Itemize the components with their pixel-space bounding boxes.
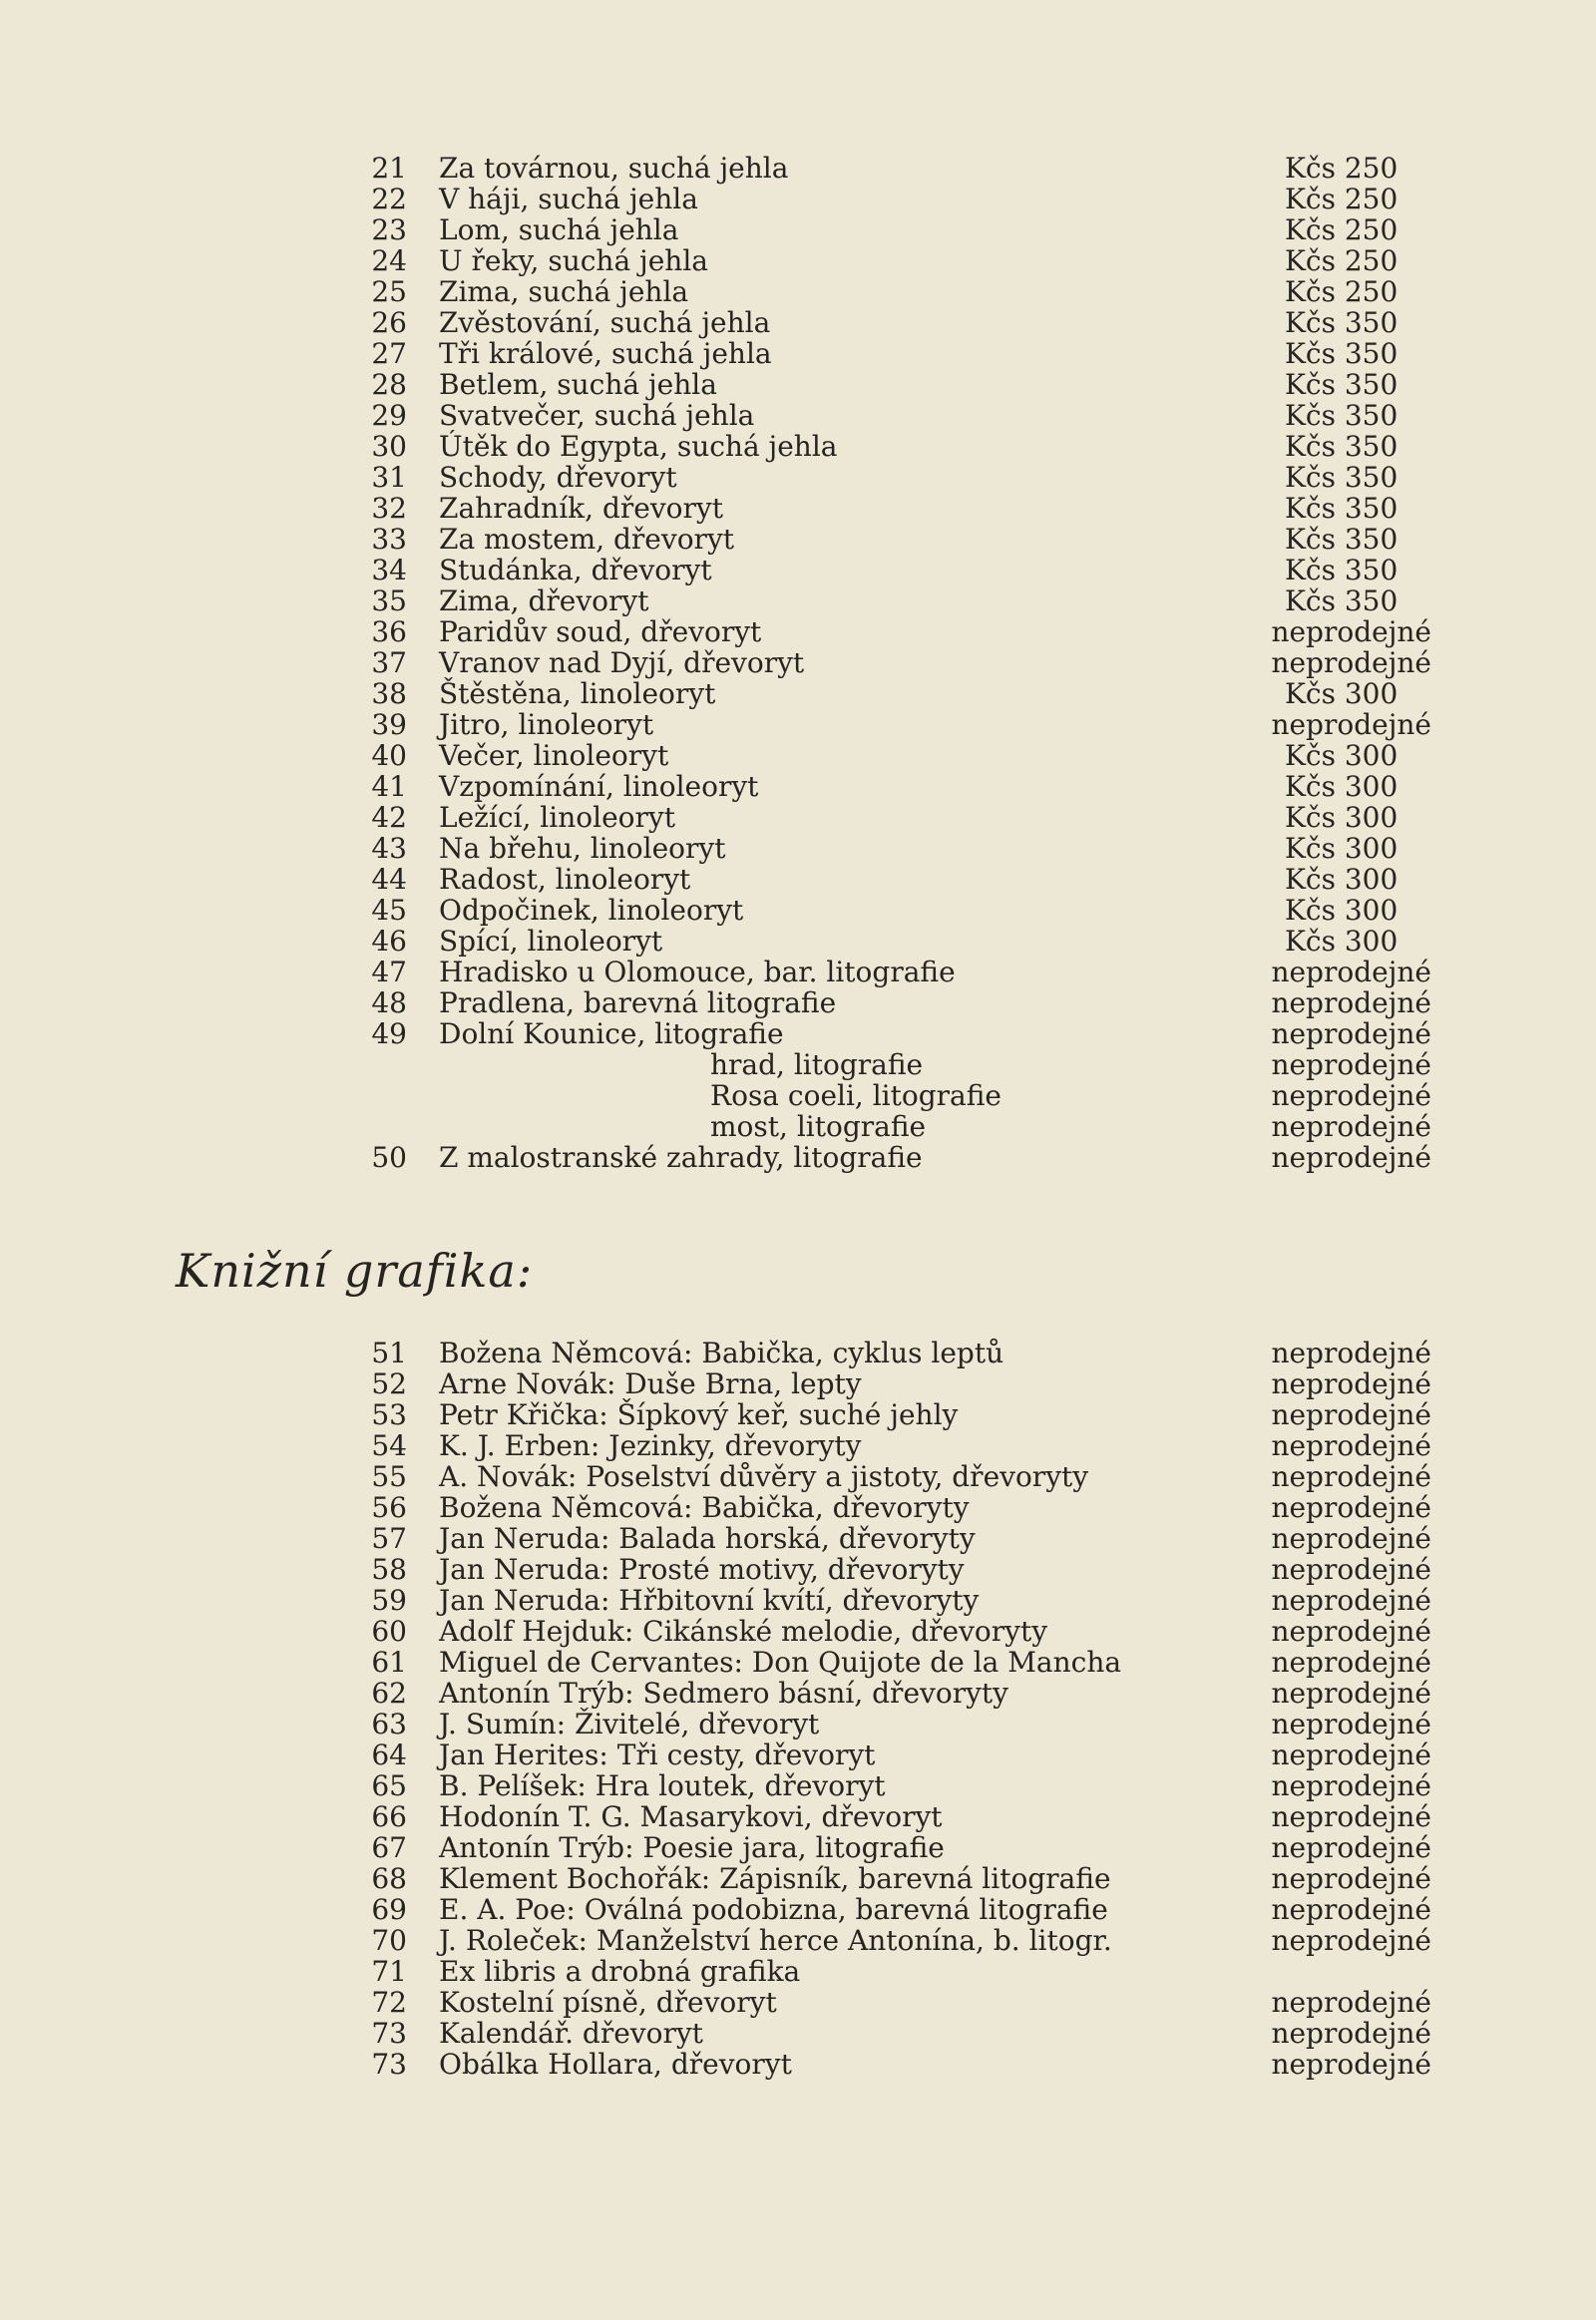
entry-title: Arne Novák: Duše Brna, lepty	[439, 1367, 862, 1400]
entry-price: neprodejné	[1271, 1491, 1431, 1524]
catalog-entry	[0, 771, 1596, 802]
entry-title: Jan Herites: Tři cesty, dřevoryt	[439, 1739, 876, 1771]
entry-number: 65	[371, 1769, 407, 1802]
entry-number: 30	[371, 430, 407, 463]
entry-title: Štěstěna, linoleoryt	[439, 677, 716, 710]
entry-title: Kalendář. dřevoryt	[439, 2017, 703, 2050]
entry-number: 26	[371, 306, 407, 339]
entry-price: neprodejné	[1271, 1398, 1431, 1431]
catalog-entry	[0, 740, 1596, 771]
entry-number: 47	[371, 956, 407, 988]
catalog-entry	[0, 1523, 1596, 1554]
catalog-entry	[0, 1049, 1596, 1080]
catalog-entry	[0, 1925, 1596, 1956]
entry-title: Útěk do Egypta, suchá jehla	[439, 430, 838, 463]
catalog-entry	[0, 1585, 1596, 1616]
entry-price: neprodejné	[1271, 1893, 1431, 1926]
entry-price: neprodejné	[1271, 615, 1431, 648]
entry-title: Hradisko u Olomouce, bar. litografie	[439, 956, 956, 988]
entry-price: neprodejné	[1271, 2048, 1431, 2081]
entry-title: Tři králové, suchá jehla	[439, 337, 772, 370]
entry-price: neprodejné	[1271, 1646, 1431, 1679]
entry-price: neprodejné	[1271, 1367, 1431, 1400]
catalog-entry	[0, 1709, 1596, 1740]
entry-price: neprodejné	[1271, 1048, 1431, 1081]
entry-price: neprodejné	[1271, 956, 1431, 988]
entry-title: Zima, suchá jehla	[439, 275, 689, 308]
catalog-entry	[0, 307, 1596, 338]
catalog-entry	[0, 864, 1596, 895]
entry-title: hrad, litografie	[710, 1048, 924, 1081]
entry-number: 63	[371, 1708, 407, 1740]
entry-title: Za továrnou, suchá jehla	[439, 152, 789, 185]
entry-price: Kčs 350	[1285, 399, 1398, 432]
catalog-entry	[0, 1554, 1596, 1585]
catalog-entry	[0, 1461, 1596, 1492]
entry-title: K. J. Erben: Jezinky, dřevoryty	[439, 1429, 862, 1462]
entry-title: Obálka Hollara, dřevoryt	[439, 2048, 792, 2081]
entry-title: Božena Němcová: Babička, dřevoryty	[439, 1491, 970, 1524]
entry-title: B. Pelíšek: Hra loutek, dřevoryt	[439, 1769, 886, 1802]
entry-price: Kčs 350	[1285, 523, 1398, 556]
entry-number: 28	[371, 368, 407, 401]
entry-number: 44	[371, 863, 407, 896]
entry-title: Svatvečer, suchá jehla	[439, 399, 755, 432]
entry-price: Kčs 300	[1285, 894, 1398, 927]
catalog-entry	[0, 1956, 1596, 1987]
entry-number: 42	[371, 801, 407, 834]
catalog-entry	[0, 400, 1596, 431]
entry-price: Kčs 300	[1285, 677, 1398, 710]
entry-title: Ležící, linoleoryt	[439, 801, 675, 834]
entry-number: 54	[371, 1429, 407, 1462]
entry-title: Vranov nad Dyjí, dřevoryt	[439, 646, 805, 679]
entry-title: Betlem, suchá jehla	[439, 368, 717, 401]
catalog-entry	[0, 1111, 1596, 1142]
entry-number: 57	[371, 1522, 407, 1555]
entry-number: 69	[371, 1893, 407, 1926]
entry-price: Kčs 300	[1285, 801, 1398, 834]
entry-number: 49	[371, 1017, 407, 1050]
entry-number: 66	[371, 1800, 407, 1833]
entry-number: 37	[371, 646, 407, 679]
entry-number: 64	[371, 1739, 407, 1771]
catalog-entry	[0, 1142, 1596, 1173]
entry-title: Miguel de Cervantes: Don Quijote de la Mancha	[439, 1646, 1122, 1679]
entry-number: 51	[371, 1337, 407, 1369]
entry-title: A. Novák: Poselství důvěry a jistoty, dřevoryty	[439, 1460, 1089, 1493]
entry-number: 34	[371, 554, 407, 586]
entry-price: neprodejné	[1271, 1522, 1431, 1555]
entry-number: 25	[371, 275, 407, 308]
entry-title: Odpočinek, linoleoryt	[439, 894, 744, 927]
entry-price: Kčs 300	[1285, 739, 1398, 772]
entry-number: 24	[371, 244, 407, 277]
entry-title: Antonín Trýb: Sedmero básní, dřevoryty	[439, 1677, 1008, 1710]
entry-price: Kčs 250	[1285, 213, 1398, 246]
entry-number: 31	[371, 461, 407, 494]
entry-title: J. Sumín: Živitelé, dřevoryt	[439, 1708, 820, 1740]
entry-title: Klement Bochořák: Zápisník, barevná litografie	[439, 1862, 1111, 1895]
catalog-entry	[0, 1832, 1596, 1863]
entry-price: neprodejné	[1271, 1708, 1431, 1740]
entry-number: 33	[371, 523, 407, 556]
section-heading: Knižní grafika:	[176, 1244, 534, 1298]
entry-title: Petr Křička: Šípkový keř, suché jehly	[439, 1398, 959, 1431]
catalog-entry	[0, 338, 1596, 369]
entry-title: Zima, dřevoryt	[439, 584, 649, 617]
catalog-entry	[0, 709, 1596, 740]
catalog-entry	[0, 2018, 1596, 2049]
entry-title: Rosa coeli, litografie	[710, 1079, 1001, 1112]
entry-title: Adolf Hejduk: Cikánské melodie, dřevoryty	[439, 1615, 1048, 1648]
catalog-entry	[0, 1430, 1596, 1461]
catalog-entry	[0, 1616, 1596, 1647]
entry-title: Jan Neruda: Balada horská, dřevoryty	[439, 1522, 976, 1555]
entry-title: Spící, linoleoryt	[439, 925, 663, 958]
catalog-entry	[0, 462, 1596, 493]
entry-price: Kčs 300	[1285, 832, 1398, 865]
entry-number: 59	[371, 1584, 407, 1617]
entry-price: Kčs 350	[1285, 584, 1398, 617]
entry-title: Zahradník, dřevoryt	[439, 492, 723, 525]
entry-title: Jan Neruda: Hřbitovní kvítí, dřevoryty	[439, 1584, 980, 1617]
entry-price: neprodejné	[1271, 1800, 1431, 1833]
entry-title: Radost, linoleoryt	[439, 863, 691, 896]
entry-number: 53	[371, 1398, 407, 1431]
catalog-entry	[0, 2049, 1596, 2080]
entry-title: Hodonín T. G. Masarykovi, dřevoryt	[439, 1800, 943, 1833]
catalog-entry	[0, 802, 1596, 833]
entry-title: Jan Neruda: Prosté motivy, dřevoryty	[439, 1553, 965, 1586]
catalog-entry	[0, 987, 1596, 1018]
entry-number: 46	[371, 925, 407, 958]
entry-number: 55	[371, 1460, 407, 1493]
catalog-entry	[0, 555, 1596, 585]
entry-price: Kčs 350	[1285, 554, 1398, 586]
entry-number: 56	[371, 1491, 407, 1524]
entry-number: 36	[371, 615, 407, 648]
entry-title: Zvěstování, suchá jehla	[439, 306, 771, 339]
entry-price: Kčs 300	[1285, 770, 1398, 803]
catalog-entry	[0, 245, 1596, 276]
entry-price: Kčs 250	[1285, 152, 1398, 185]
entry-number: 45	[371, 894, 407, 927]
entry-title: Studánka, dřevoryt	[439, 554, 712, 586]
catalog-entry	[0, 1368, 1596, 1399]
entry-number: 39	[371, 708, 407, 741]
entry-title: V háji, suchá jehla	[439, 183, 698, 215]
catalog-list-prints	[0, 153, 1596, 1173]
entry-price: neprodejné	[1271, 986, 1431, 1019]
entry-title: Lom, suchá jehla	[439, 213, 679, 246]
catalog-entry	[0, 369, 1596, 400]
entry-number: 22	[371, 183, 407, 215]
entry-number: 58	[371, 1553, 407, 1586]
catalog-list-book-graphics	[0, 1338, 1596, 2080]
entry-title: Jitro, linoleoryt	[439, 708, 654, 741]
entry-number: 60	[371, 1615, 407, 1648]
entry-number: 61	[371, 1646, 407, 1679]
entry-number: 23	[371, 213, 407, 246]
entry-price: neprodejné	[1271, 1769, 1431, 1802]
entry-price: neprodejné	[1271, 1615, 1431, 1648]
entry-price: Kčs 300	[1285, 925, 1398, 958]
entry-number: 40	[371, 739, 407, 772]
entry-price: neprodejné	[1271, 1110, 1431, 1143]
catalog-entry	[0, 647, 1596, 678]
entry-title: Za mostem, dřevoryt	[439, 523, 735, 556]
entry-number: 29	[371, 399, 407, 432]
entry-price: Kčs 300	[1285, 863, 1398, 896]
entry-price: Kčs 350	[1285, 430, 1398, 463]
entry-price: Kčs 250	[1285, 275, 1398, 308]
catalog-entry	[0, 1647, 1596, 1678]
entry-price: neprodejné	[1271, 1677, 1431, 1710]
catalog-entry	[0, 616, 1596, 647]
entry-number: 48	[371, 986, 407, 1019]
entry-price: Kčs 350	[1285, 461, 1398, 494]
catalog-entry	[0, 1399, 1596, 1430]
entry-price: neprodejné	[1271, 708, 1431, 741]
entry-price: neprodejné	[1271, 1831, 1431, 1864]
catalog-entry	[0, 1492, 1596, 1523]
entry-price: neprodejné	[1271, 1079, 1431, 1112]
entry-price: Kčs 350	[1285, 492, 1398, 525]
entry-price: neprodejné	[1271, 1460, 1431, 1493]
entry-title: Paridův soud, dřevoryt	[439, 615, 762, 648]
catalog-entry	[0, 833, 1596, 864]
entry-price: neprodejné	[1271, 1924, 1431, 1957]
entry-price: neprodejné	[1271, 2017, 1431, 2050]
catalog-entry	[0, 895, 1596, 926]
entry-number: 72	[371, 1986, 407, 2019]
entry-title: U řeky, suchá jehla	[439, 244, 708, 277]
entry-price: Kčs 350	[1285, 337, 1398, 370]
entry-price: neprodejné	[1271, 1429, 1431, 1462]
entry-title: Antonín Trýb: Poesie jara, litografie	[439, 1831, 945, 1864]
catalog-entry	[0, 957, 1596, 987]
catalog-entry	[0, 1863, 1596, 1894]
entry-title: E. A. Poe: Oválná podobizna, barevná litografie	[439, 1893, 1108, 1926]
entry-price: neprodejné	[1271, 1017, 1431, 1050]
catalog-entry	[0, 153, 1596, 184]
entry-price: Kčs 350	[1285, 306, 1398, 339]
entry-price: neprodejné	[1271, 1584, 1431, 1617]
entry-number: 38	[371, 677, 407, 710]
catalog-entry	[0, 1338, 1596, 1368]
entry-number: 21	[371, 152, 407, 185]
entry-number: 27	[371, 337, 407, 370]
catalog-entry	[0, 1678, 1596, 1709]
catalog-entry	[0, 1080, 1596, 1111]
catalog-entry	[0, 214, 1596, 245]
entry-title: J. Roleček: Manželství herce Antonína, b. litogr.	[439, 1924, 1112, 1957]
entry-title: most, litografie	[710, 1110, 927, 1143]
catalog-entry	[0, 493, 1596, 524]
catalog-entry	[0, 431, 1596, 462]
catalog-entry	[0, 276, 1596, 307]
entry-price: neprodejné	[1271, 646, 1431, 679]
catalog-entry	[0, 1987, 1596, 2018]
entry-number: 32	[371, 492, 407, 525]
entry-price: neprodejné	[1271, 1141, 1431, 1174]
entry-price: Kčs 350	[1285, 368, 1398, 401]
entry-title: Pradlena, barevná litografie	[439, 986, 837, 1019]
catalog-entry	[0, 1801, 1596, 1832]
entry-number: 35	[371, 584, 407, 617]
catalog-entry	[0, 1018, 1596, 1049]
entry-price: neprodejné	[1271, 1986, 1431, 2019]
catalog-entry	[0, 1770, 1596, 1801]
entry-number: 52	[371, 1367, 407, 1400]
entry-price: Kčs 250	[1285, 183, 1398, 215]
entry-title: Na břehu, linoleoryt	[439, 832, 726, 865]
entry-number: 62	[371, 1677, 407, 1710]
catalog-entry	[0, 184, 1596, 214]
entry-title: Z malostranské zahrady, litografie	[439, 1141, 923, 1174]
entry-number: 73	[371, 2017, 407, 2050]
entry-title: Večer, linoleoryt	[439, 739, 669, 772]
entry-number: 43	[371, 832, 407, 865]
entry-number: 71	[371, 1955, 407, 1988]
entry-number: 73	[371, 2048, 407, 2081]
entry-title: Vzpomínání, linoleoryt	[439, 770, 759, 803]
catalog-entry	[0, 1894, 1596, 1925]
entry-number: 50	[371, 1141, 407, 1174]
catalog-entry	[0, 585, 1596, 616]
entry-price: neprodejné	[1271, 1862, 1431, 1895]
entry-title: Kostelní písně, dřevoryt	[439, 1986, 777, 2019]
entry-number: 67	[371, 1831, 407, 1864]
entry-number: 68	[371, 1862, 407, 1895]
catalog-entry	[0, 1740, 1596, 1770]
entry-price: neprodejné	[1271, 1553, 1431, 1586]
entry-number: 70	[371, 1924, 407, 1957]
entry-price: neprodejné	[1271, 1739, 1431, 1771]
catalog-entry	[0, 524, 1596, 555]
entry-price: Kčs 250	[1285, 244, 1398, 277]
entry-title: Ex libris a drobná grafika	[439, 1955, 801, 1988]
entry-title: Schody, dřevoryt	[439, 461, 677, 494]
entry-title: Božena Němcová: Babička, cyklus leptů	[439, 1337, 1004, 1369]
catalog-entry	[0, 926, 1596, 957]
entry-price: neprodejné	[1271, 1337, 1431, 1369]
entry-title: Dolní Kounice, litografie	[439, 1017, 784, 1050]
entry-number: 41	[371, 770, 407, 803]
catalog-entry	[0, 678, 1596, 709]
